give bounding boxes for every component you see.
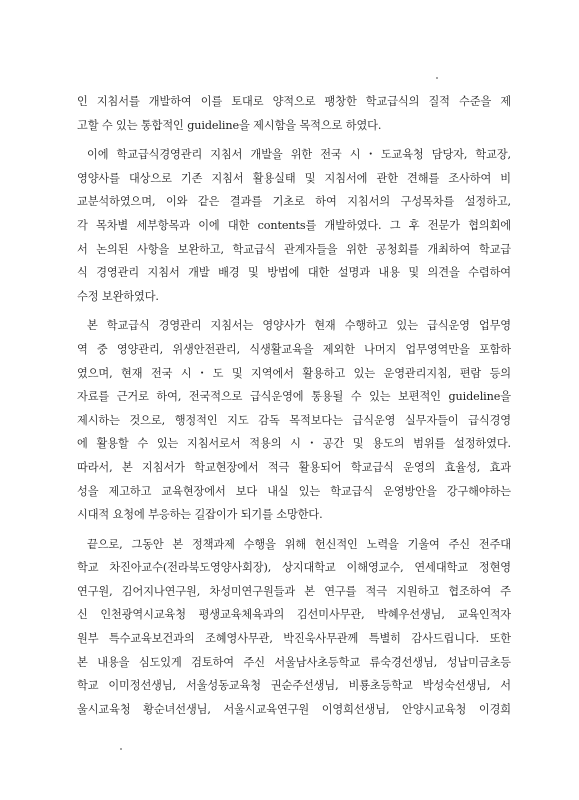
scan-speck [120, 748, 122, 750]
text-line: 였으며, 현재 전국 시・도 및 지역에서 활용하고 있는 운영관리지침, 편람 등의 [77, 366, 511, 380]
text-line: 각 목차별 세부항목과 이에 대한 contents를 개발하였다. 그 후 전문가 협의회에 [77, 218, 511, 232]
text-line: 고할 수 있는 통합적인 guideline을 제시함을 목적으로 하였다. [77, 118, 382, 132]
text-line: 식 경영관리 지침서 개발 배경 및 방법에 대한 설명과 내용 및 의견을 수렴하여 [77, 266, 511, 280]
text-line: 끝으로, 그동안 본 정책과제 수행을 위해 헌신적인 노력을 기울여 주신 전주대 [87, 537, 511, 551]
text-line: 인 지침서를 개발하여 이를 토대로 양적으로 팽창한 학교급식의 질적 수준을 제 [77, 95, 511, 108]
text-line: 시대적 요청에 부응하는 길잡이가 되기를 소망한다. [77, 508, 323, 522]
scan-speck [436, 77, 438, 79]
paragraph [77, 314, 511, 526]
paragraph [77, 533, 511, 722]
text-line: 제시하는 것으로, 행정적인 지도 감독 목적보다는 급식운영 실무자들이 급식경영 [77, 413, 511, 427]
text-line: 교분석하였으며, 이와 같은 결과를 기초로 하여 지침서의 구성목차를 설정하고, [77, 195, 511, 209]
text-line: 수정 보완하였다. [77, 289, 159, 303]
text-line: 원부 특수교육보건과의 조혜영사무관, 박진욱사무관께 특별히 감사드립니다. 또한 [77, 632, 511, 646]
text-line: 학교 차진아교수(전라북도영양사회장), 상지대학교 이해영교수, 연세대학교 정현영 [77, 561, 511, 575]
text-line: 울시교육청 황순녀선생님, 서울시교육연구원 이영희선생님, 안양시교육청 이경희 [77, 702, 511, 716]
text-line: 영양사를 대상으로 기존 지침서 활용실태 및 지침서에 관한 견해를 조사하여 비 [77, 171, 511, 185]
paragraph [77, 90, 511, 137]
text-line: 따라서, 본 지침서가 학교현장에서 적극 활용되어 학교급식 운영의 효율성, 효과 [77, 460, 511, 474]
text-line: 본 내용을 심도있게 검토하여 주신 서울남사초등학교 류숙경선생님, 성납미금초등 [77, 655, 511, 669]
text-line: 신 인천광역시교육청 평생교육체육과의 김선미사무관, 박혜우선생님, 교육인적자 [77, 608, 511, 622]
text-line: 학교 이미정선생님, 서울성동교육청 권순주선생님, 비룡초등학교 박성숙선생님, 서 [77, 679, 511, 693]
text-line: 이에 학교급식경영관리 지침서 개발을 위한 전국 시・도교육청 담당자, 학교장, [87, 148, 511, 162]
body-text [77, 90, 511, 727]
text-line: 성을 제고하고 교육현장에서 보다 내실 있는 학교급식 운영방안을 강구해야하는 [77, 484, 511, 498]
text-line: 본 학교급식 경영관리 지침서는 영양사가 현재 수행하고 있는 급식운영 업무영 [87, 319, 511, 333]
text-line: 연구원, 김어지나연구원, 차성미연구원들과 본 연구를 적극 지원하고 협조하여 주 [77, 584, 511, 598]
text-line: 에 활용할 수 있는 지침서로서 적용의 시・공간 및 용도의 범위를 설정하였다. [77, 437, 511, 451]
text-line: 자료를 근거로 하여, 전국적으로 급식운영에 통용될 수 있는 보편적인 guideline을 [77, 390, 511, 404]
text-line: 서 논의된 사항을 보완하고, 학교급식 관계자들을 위한 공청회를 개최하여 학교급 [77, 242, 511, 256]
text-line: 역 중 영양관리, 위생안전관리, 식생활교육을 제외한 나머지 업무영역만을 포함하 [77, 342, 511, 356]
paragraph [77, 143, 511, 308]
